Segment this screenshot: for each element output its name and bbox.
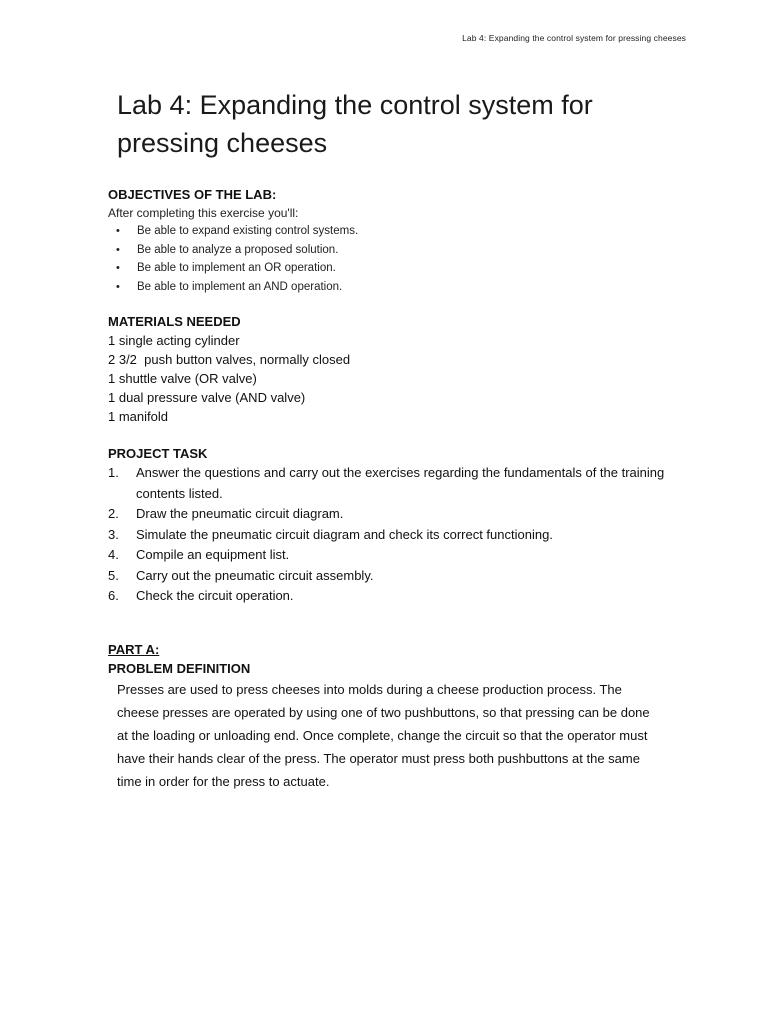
project-task-section	[108, 444, 688, 607]
list-item	[108, 241, 688, 260]
task-text: Compile an equipment list.	[136, 547, 290, 562]
task-text: Simulate the pneumatic circuit diagram and check its correct functioning.	[136, 526, 553, 542]
list-item	[108, 259, 688, 278]
task-text: Carry out the pneumatic circuit assembly.	[136, 567, 374, 583]
task-number: 5.	[108, 567, 119, 583]
part-a-title: PART A:	[108, 642, 160, 657]
objectives-intro: After completing this exercise you'll:	[108, 206, 299, 220]
material-item: 1 single acting cylinder	[108, 333, 240, 348]
bullet-icon: •	[116, 243, 120, 256]
page-title: Lab 4: Expanding the control system for pressing cheeses	[117, 90, 593, 158]
project-task-heading: PROJECT TASK	[108, 446, 208, 461]
part-a-section	[108, 640, 688, 793]
task-number: 3.	[108, 526, 119, 542]
task-number: 6.	[108, 588, 119, 603]
project-task-list	[108, 463, 688, 607]
objectives-list	[108, 222, 688, 296]
problem-definition-text: Presses are used to press cheeses into molds during a cheese production process. The cheese presses are operated by using one of two pushbuttons, so that pressing can be done at the loading or unloading end. Once complete, change the circuit so that the operator must have their hands clear of the press. The operator must press both pushbuttons at the same time in order for the press to actuate.	[117, 682, 650, 789]
task-text: Check the circuit operation.	[136, 588, 294, 603]
objectives-heading: OBJECTIVES OF THE LAB:	[108, 187, 277, 202]
running-header: Lab 4: Expanding the control system for pressing cheeses	[462, 33, 686, 43]
list-item	[108, 586, 688, 607]
list-item	[108, 545, 688, 566]
materials-section	[108, 312, 688, 426]
list-item	[108, 463, 688, 504]
list-item	[108, 222, 688, 241]
list-item	[108, 525, 688, 546]
materials-heading: MATERIALS NEEDED	[108, 314, 241, 329]
bullet-icon: •	[116, 262, 120, 274]
list-item	[108, 278, 688, 297]
material-item: 1 shuttle valve (OR valve)	[108, 371, 257, 386]
task-number: 4.	[108, 547, 119, 562]
objective-text: Be able to implement an OR operation.	[137, 262, 336, 274]
task-number: 2.	[108, 506, 119, 521]
list-item	[108, 566, 688, 587]
problem-definition-heading: PROBLEM DEFINITION	[108, 661, 251, 676]
task-number: 1.	[108, 465, 119, 480]
objective-text: Be able to implement an AND operation.	[137, 280, 343, 293]
objectives-section	[108, 185, 688, 296]
objective-text: Be able to analyze a proposed solution.	[137, 243, 339, 256]
objective-text: Be able to expand existing control systems.	[137, 225, 359, 237]
list-item	[108, 504, 688, 525]
task-text: Answer the questions and carry out the exercises regarding the fundamentals of the training contents listed.	[136, 465, 665, 501]
material-item: 1 dual pressure valve (AND valve)	[108, 390, 306, 405]
material-item: 2 3/2 push button valves, normally closed	[108, 352, 351, 367]
task-text: Draw the pneumatic circuit diagram.	[136, 506, 344, 521]
bullet-icon: •	[116, 225, 120, 237]
bullet-icon: •	[116, 280, 120, 293]
material-item: 1 manifold	[108, 409, 168, 424]
